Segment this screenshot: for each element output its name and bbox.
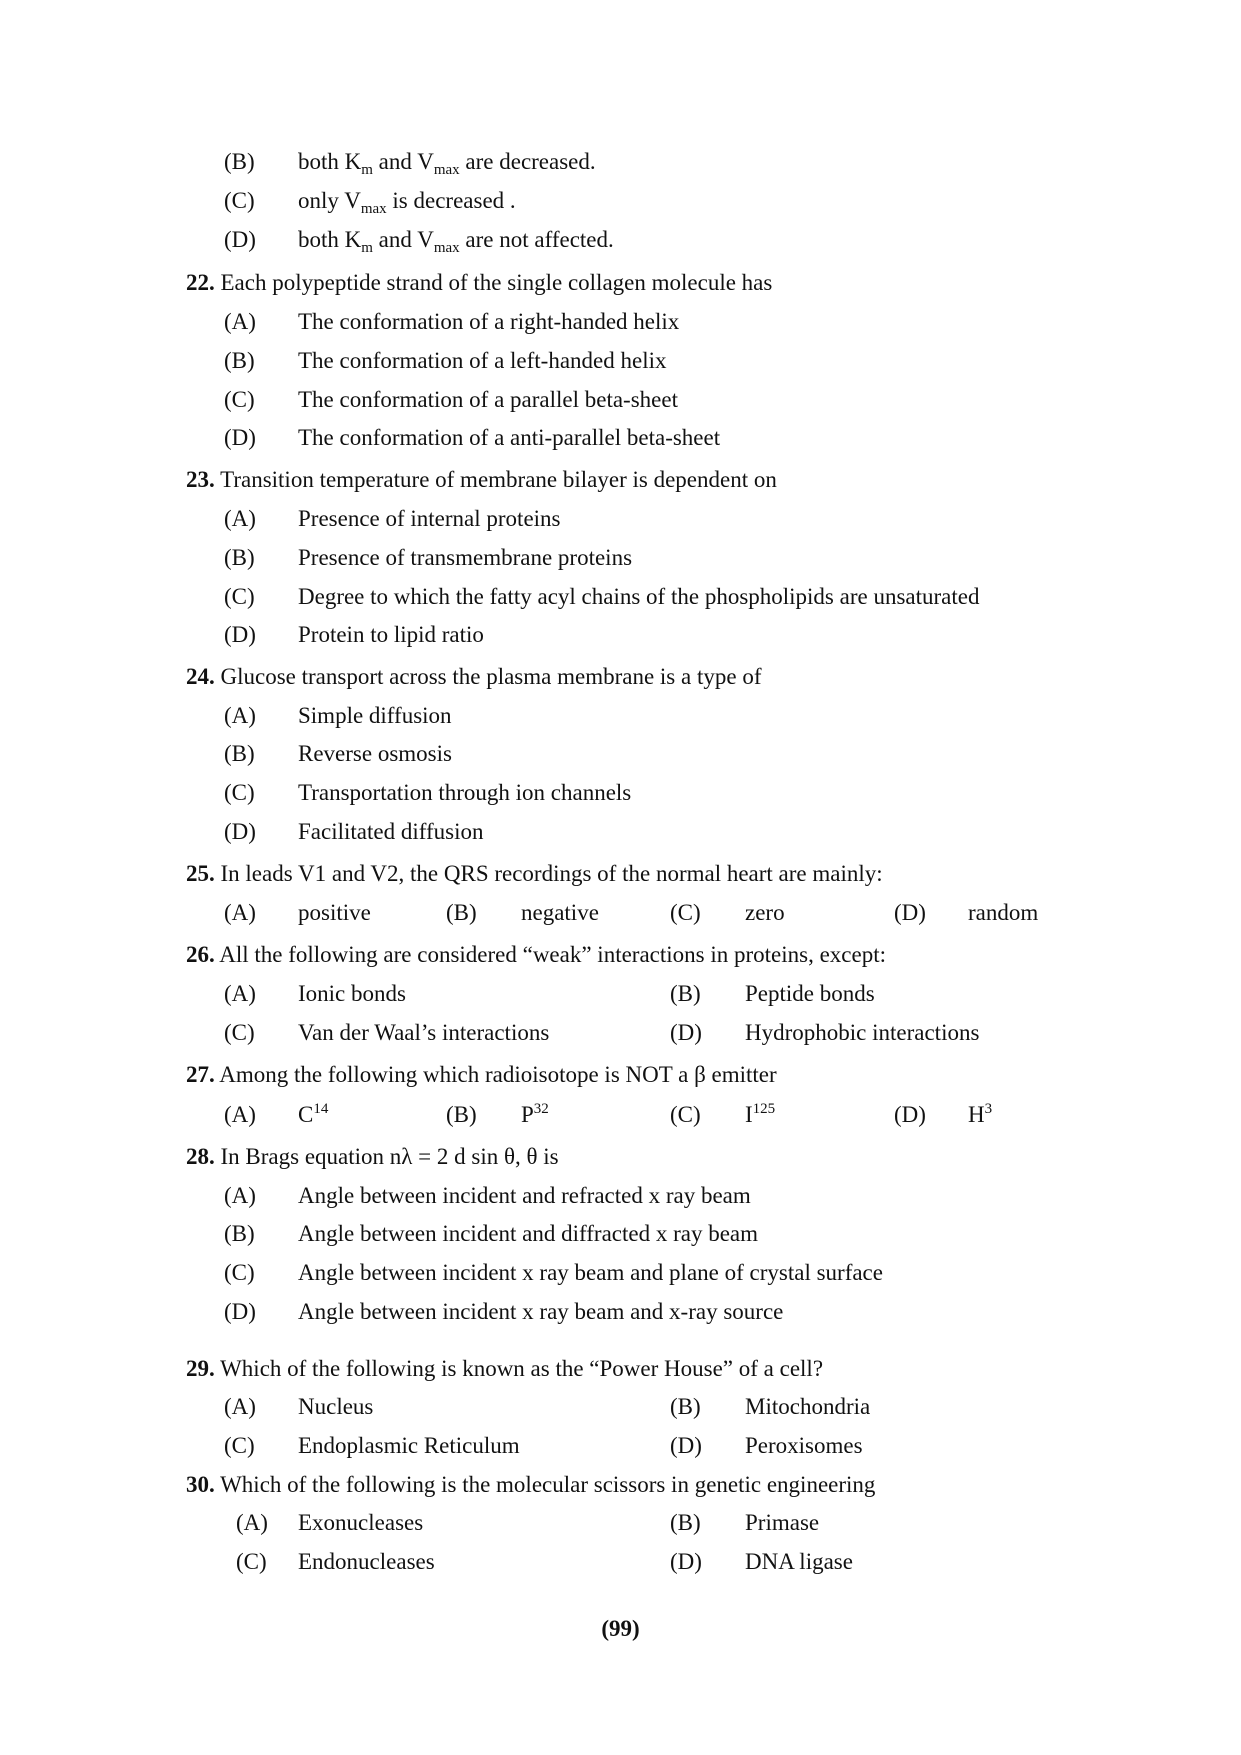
option-label: (B) xyxy=(446,1102,477,1127)
option-text: $C^{14}$ xyxy=(298,1101,329,1127)
option-text: negative xyxy=(521,900,599,925)
option-label: (B) xyxy=(224,348,255,373)
option-text: Peptide bonds xyxy=(745,981,875,1006)
option-label: (C) xyxy=(224,1433,255,1458)
option-text: Presence of internal proteins xyxy=(298,506,561,531)
option-text: The conformation of a right-handed helix xyxy=(298,309,680,334)
question-stem: 28. In Brags equation nλ = 2 d sin θ, θ is xyxy=(186,1144,559,1169)
question-stem: 26. All the following are considered “weak” interactions in proteins, except: xyxy=(186,942,886,967)
option-text: Angle between incident x ray beam and plane of crystal surface xyxy=(298,1260,883,1285)
option-text: positive xyxy=(298,900,371,925)
option-text: The conformation of a anti-parallel beta-sheet xyxy=(298,425,721,450)
option-text: Angle between incident and diffracted x ray beam xyxy=(298,1221,759,1246)
option-label: (A) xyxy=(224,703,256,728)
option-text: DNA ligase xyxy=(745,1549,853,1574)
option-label: (B) xyxy=(670,1510,701,1535)
option-label: (C) xyxy=(224,584,255,609)
option-label: (B) xyxy=(670,981,701,1006)
option-label: (D) xyxy=(224,227,256,252)
option-label: (A) xyxy=(236,1510,268,1535)
option-text: Reverse osmosis xyxy=(298,741,452,766)
option-label: (D) xyxy=(224,425,256,450)
option-label: (A) xyxy=(224,981,256,1006)
option-label: (D) xyxy=(894,1102,926,1127)
option-text: both $K_m$ and $V_{max}$ are not affected. xyxy=(298,227,614,256)
question-stem: 22. Each polypeptide strand of the single collagen molecule has xyxy=(186,270,773,295)
option-text: The conformation of a parallel beta-sheet xyxy=(298,387,678,412)
option-text: $P^{32}$ xyxy=(521,1101,549,1127)
option-label: (D) xyxy=(224,622,256,647)
option-label: (C) xyxy=(224,780,255,805)
option-label: (B) xyxy=(224,741,255,766)
option-text: $H^3$ xyxy=(968,1101,993,1127)
option-text: Nucleus xyxy=(298,1394,374,1419)
option-text: Peroxisomes xyxy=(745,1433,863,1458)
option-text: $I^{125}$ xyxy=(745,1101,776,1127)
option-label: (C) xyxy=(224,188,255,213)
option-text: both $K_m$ and $V_{max}$ are decreased. xyxy=(298,149,596,178)
option-text: Degree to which the fatty acyl chains of the phospholipids are unsaturated xyxy=(298,584,980,609)
option-text: zero xyxy=(745,900,785,925)
option-label: (B) xyxy=(670,1394,701,1419)
option-label: (B) xyxy=(224,149,255,174)
option-text: Hydrophobic interactions xyxy=(745,1020,980,1045)
option-label: (B) xyxy=(224,1221,255,1246)
option-text: only $V_{max}$ is decreased . xyxy=(298,188,516,217)
option-text: Facilitated diffusion xyxy=(298,819,484,844)
option-label: (A) xyxy=(224,1394,256,1419)
option-text: Endonucleases xyxy=(298,1549,435,1574)
option-text: Mitochondria xyxy=(745,1394,871,1419)
option-label: (D) xyxy=(670,1433,702,1458)
question-stem: 25. In leads V1 and V2, the QRS recordings of the normal heart are mainly: xyxy=(186,861,883,886)
option-text: Protein to lipid ratio xyxy=(298,622,484,647)
option-label: (D) xyxy=(670,1549,702,1574)
option-text: Simple diffusion xyxy=(298,703,452,728)
option-text: Ionic bonds xyxy=(298,981,406,1006)
option-label: (D) xyxy=(224,1299,256,1324)
option-label: (C) xyxy=(224,1260,255,1285)
option-label: (D) xyxy=(894,900,926,925)
option-text: Presence of transmembrane proteins xyxy=(298,545,633,570)
option-text: Exonucleases xyxy=(298,1510,424,1535)
question-stem: 23. Transition temperature of membrane bilayer is dependent on xyxy=(186,467,777,492)
option-label: (C) xyxy=(236,1549,267,1574)
option-label: (D) xyxy=(224,819,256,844)
option-label: (A) xyxy=(224,900,256,925)
option-text: Transportation through ion channels xyxy=(298,780,632,805)
option-label: (B) xyxy=(224,545,255,570)
option-text: Van der Waal’s interactions xyxy=(298,1020,550,1045)
option-text: Angle between incident x ray beam and x-ray source xyxy=(298,1299,784,1324)
option-text: random xyxy=(968,900,1039,925)
option-label: (C) xyxy=(224,387,255,412)
option-label: (A) xyxy=(224,309,256,334)
option-label: (A) xyxy=(224,1183,256,1208)
option-text: The conformation of a left-handed helix xyxy=(298,348,667,373)
option-label: (A) xyxy=(224,506,256,531)
question-stem: 24. Glucose transport across the plasma membrane is a type of xyxy=(186,664,762,689)
option-label: (C) xyxy=(224,1020,255,1045)
option-label: (A) xyxy=(224,1102,256,1127)
question-stem: 27. Among the following which radioisotope is NOT a β emitter xyxy=(186,1062,777,1087)
option-label: (C) xyxy=(670,900,701,925)
option-label: (B) xyxy=(446,900,477,925)
option-label: (C) xyxy=(670,1102,701,1127)
question-stem: 29. Which of the following is known as the “Power House” of a cell? xyxy=(186,1356,824,1381)
option-text: Endoplasmic Reticulum xyxy=(298,1433,520,1458)
question-stem: 30. Which of the following is the molecular scissors in genetic engineering xyxy=(186,1472,876,1497)
option-text: Angle between incident and refracted x ray beam xyxy=(298,1183,751,1208)
page-number: (99) xyxy=(601,1616,640,1641)
option-label: (D) xyxy=(670,1020,702,1045)
option-text: Primase xyxy=(745,1510,820,1535)
